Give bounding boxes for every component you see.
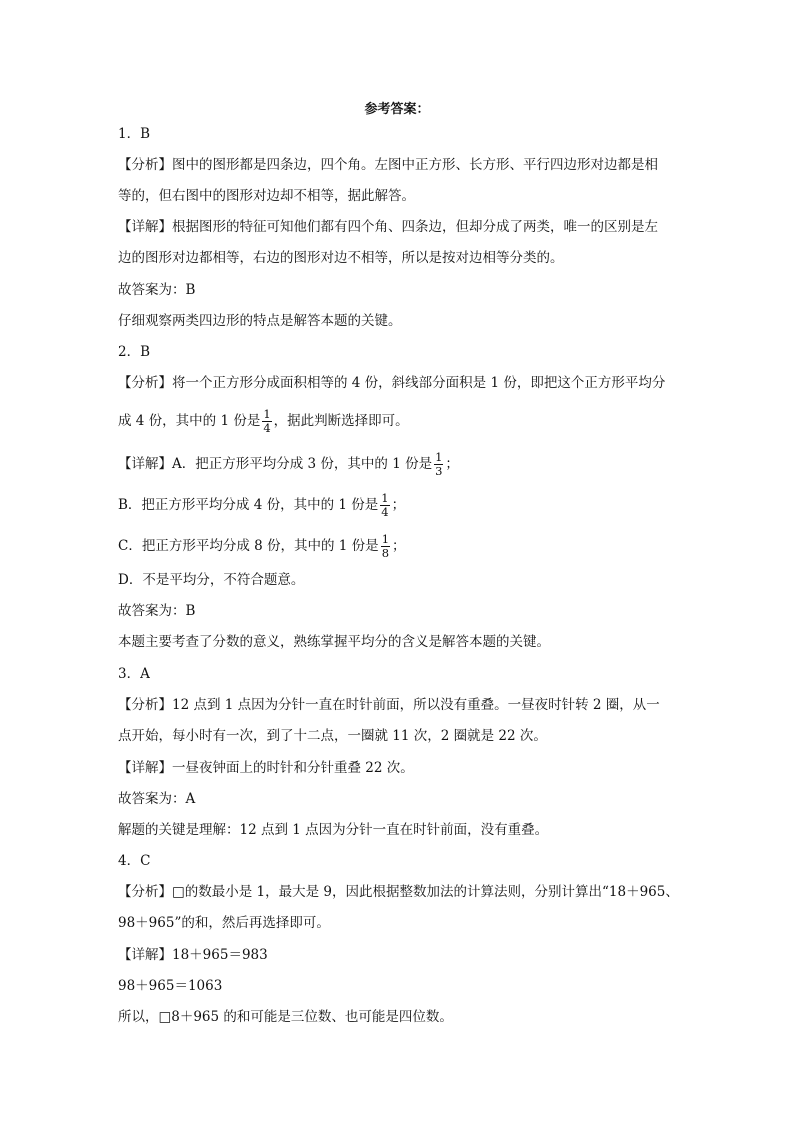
conclusion-text: 所以，□8＋965 的和可能是三位数、也可能是四位数。 (118, 1009, 453, 1025)
fraction-denominator: 8 (381, 546, 390, 560)
detail-text: 边的图形对边都相等，右边的图形对边不相等，所以是按对边相等分类的。 (118, 250, 564, 266)
analysis-text-with-fraction (118, 408, 409, 435)
line-text: ； (392, 538, 406, 554)
option-text-with-fraction (118, 492, 405, 519)
answer-text: 故答案为：B (118, 282, 196, 298)
line-text: ，据此判断选择即可。 (273, 413, 409, 429)
fraction-denominator: 4 (263, 421, 271, 435)
analysis-text: 98＋965”的和，然后再选择即可。 (118, 915, 330, 931)
page-title: 参考答案： (364, 102, 430, 117)
line-text: C．把正方形平均分成 8 份，其中的 1 份是 (118, 538, 379, 554)
comment-text: 本题主要考查了分数的意义，熟练掌握平均分的含义是解答本题的关键。 (118, 634, 550, 650)
analysis-text: 等的，但右图中的图形对边却不相等，据此解答。 (118, 188, 415, 204)
detail-text-with-fraction (118, 451, 459, 478)
line-text: ； (391, 497, 406, 513)
fraction (434, 451, 443, 478)
line-text: B．把正方形平均分成 4 份，其中的 1 份是 (118, 497, 379, 513)
analysis-text: 【分析】□的数最小是 1，最大是 9，因此根据整数加法的计算法则，分别计算出“18＋965、 (118, 884, 679, 900)
line-text: 成 4 份，其中的 1 份是 (118, 413, 261, 429)
answer-number: 4．C (118, 853, 151, 869)
fraction-numerator: 1 (263, 407, 271, 421)
answer-number: 1．B (118, 126, 151, 142)
analysis-text: 点开始，每小时有一次，到了十二点，一圈就 11 次，2 圈就是 22 次。 (118, 728, 547, 744)
analysis-text: 【分析】将一个正方形分成面积相等的 4 份，斜线部分面积是 1 份，即把这个正方形平均分 (118, 375, 666, 391)
line-text: 【详解】A．把正方形平均分成 3 份，其中的 1 份是 (118, 456, 433, 472)
fraction-denominator: 3 (435, 464, 443, 478)
analysis-text: 【分析】图中的图形都是四条边，四个角。左图中正方形、长方形、平行四边形对边都是相 (118, 157, 658, 173)
comment-text: 解题的关键是理解：12 点到 1 点因为分针一直在时针前面，没有重叠。 (118, 822, 549, 838)
detail-text: 【详解】根据图形的特征可知他们都有四个角、四条边，但却分成了两类，唯一的区别是左 (118, 219, 658, 235)
answer-number: 2．B (118, 344, 151, 360)
line-text: ； (445, 456, 459, 472)
fraction-numerator: 1 (435, 450, 443, 464)
fraction (381, 533, 390, 560)
answer-text: 故答案为：A (118, 791, 196, 807)
comment-text: 仔细观察两类四边形的特点是解答本题的关键。 (118, 313, 402, 329)
option-text: D．不是平均分，不符合题意。 (118, 572, 305, 588)
fraction (380, 492, 389, 519)
fraction-denominator: 4 (381, 505, 389, 519)
fraction (262, 408, 271, 435)
detail-text: 【详解】一昼夜钟面上的时针和分针重叠 22 次。 (118, 760, 414, 776)
answer-text: 故答案为：B (118, 603, 196, 619)
fraction-numerator: 1 (381, 491, 389, 505)
detail-text: 【详解】18＋965＝983 (118, 947, 268, 963)
answer-number: 3．A (118, 666, 150, 682)
calculation-text: 98＋965＝1063 (118, 978, 223, 994)
fraction-numerator: 1 (381, 532, 390, 546)
analysis-text: 【分析】12 点到 1 点因为分针一直在时针前面，所以没有重叠。一昼夜时针转 2 圈，从一 (118, 697, 660, 713)
option-text-with-fraction (118, 533, 406, 560)
